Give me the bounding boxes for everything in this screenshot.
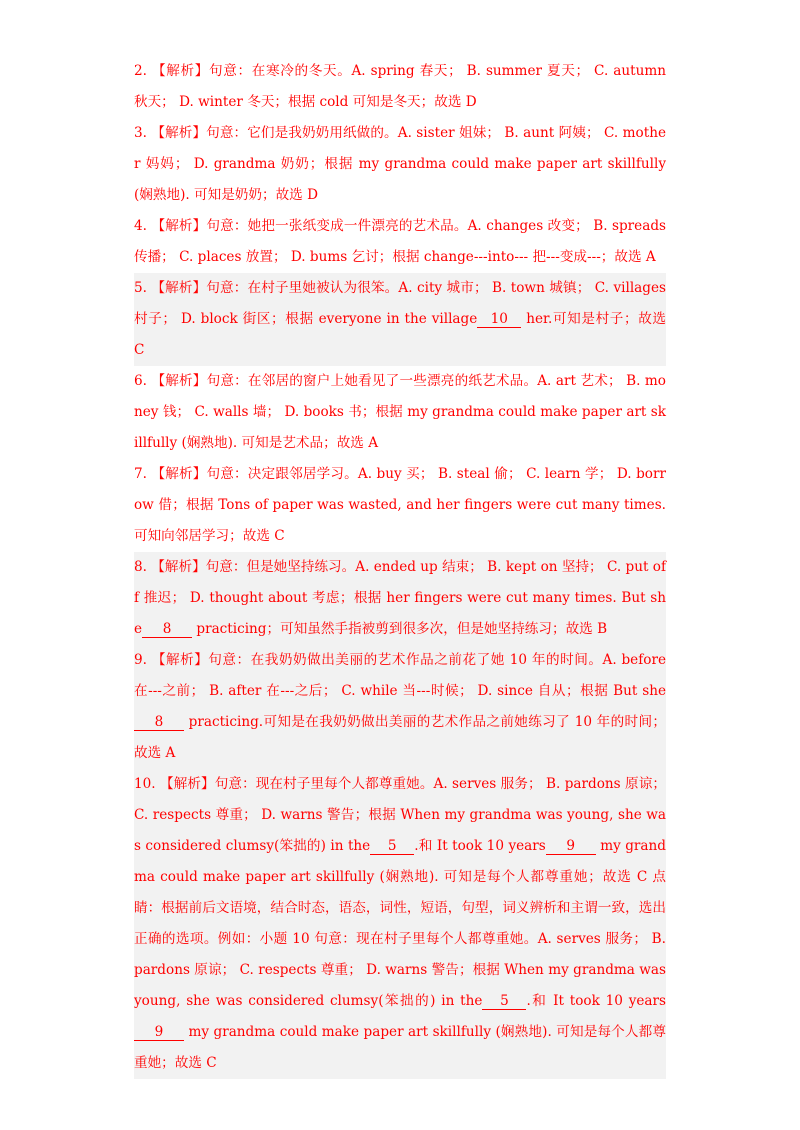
- blank-number: 8: [142, 621, 192, 638]
- blank-number: 8: [134, 714, 184, 731]
- explanation-q5: 5. 【解析】句意：在村子里她被认为很笨。A. city 城市； B. town 城镇； C. villages 村子； D. block 街区；根据 everyone in the village 10 her.可知是村子；故选 C: [134, 273, 666, 366]
- blank-number: 10: [477, 311, 521, 328]
- blank-number: 5: [370, 838, 414, 855]
- explanation-q8: 8. 【解析】句意：但是她坚持练习。A. ended up 结束； B. kept on 坚持； C. put off 推迟； D. thought about 考虑；根据 her fingers were cut many times. But she 8 practicing；可知虽然手指被剪到很多次，但是她坚持练习；故选 B: [134, 552, 666, 645]
- explanation-q3: 3. 【解析】句意：它们是我奶奶用纸做的。A. sister 姐妹； B. aunt 阿姨； C. mother 妈妈； D. grandma 奶奶；根据 my grandma could make paper art skillfully (娴熟地). 可知是奶奶；故选 D: [134, 125, 666, 203]
- explanation-q4: 4. 【解析】句意：她把一张纸变成一件漂亮的艺术品。A. changes 改变； B. spreads 传播； C. places 放置； D. bums 乞讨；根据 change---into--- 把---变成---；故选 A: [134, 218, 666, 265]
- explanation-q2: 2. 【解析】句意：在寒冷的冬天。A. spring 春天； B. summer 夏天； C. autumn 秋天； D. winter 冬天；根据 cold 可知是冬天；故选 D: [134, 63, 666, 110]
- answer-explanations: [134, 56, 666, 1079]
- explanation-q10: 10. 【解析】句意：现在村子里每个人都尊重她。A. serves 服务； B. pardons 原谅； C. respects 尊重； D. warns 警告；根据 When my grandma was young, she was considered clumsy(笨拙的) in the 5 .和 It took 10 years 9 my grandma could make paper art skillfully (娴熟地). 可知是每个人都尊重她；故选 C 点睛：根据前后文语境，结合时态，语态，词性，短语，句型，词义辨析和主谓一致，选出正确的选项。例如：小题 10 句意：现在村子里每个人都尊重她。A. serves 服务； B. pardons 原谅； C. respects 尊重； D. warns 警告；根据 When my grandma was young, she was considered clumsy(笨拙的) in the 5 .和 It took 10 years9 my grandma could make paper art skillfully (娴熟地). 可知是每个人都尊重她；故选 C: [134, 769, 666, 1079]
- explanation-q6: 6. 【解析】句意：在邻居的窗户上她看见了一些漂亮的纸艺术品。A. art 艺术； B. money 钱； C. walls 墙； D. books 书；根据 my grandma could make paper art skillfully (娴熟地). 可知是艺术品；故选 A: [134, 373, 666, 451]
- blank-number: 9: [134, 1024, 184, 1041]
- explanation-q7: 7. 【解析】句意：决定跟邻居学习。A. buy 买； B. steal 偷； C. learn 学； D. borrow 借；根据 Tons of paper was wasted, and her fingers were cut many times.可知向邻居学习；故选 C: [134, 466, 666, 544]
- explanation-q9: 9. 【解析】句意：在我奶奶做出美丽的艺术作品之前花了她 10 年的时间。A. before 在---之前； B. after 在---之后； C. while 当---时候； D. since 自从；根据 But she8 practicing.可知是在我奶奶做出美丽的艺术作品之前她练习了 10 年的时间；故选 A: [134, 645, 666, 769]
- blank-number: 9: [546, 838, 596, 855]
- blank-number: 5: [482, 993, 526, 1010]
